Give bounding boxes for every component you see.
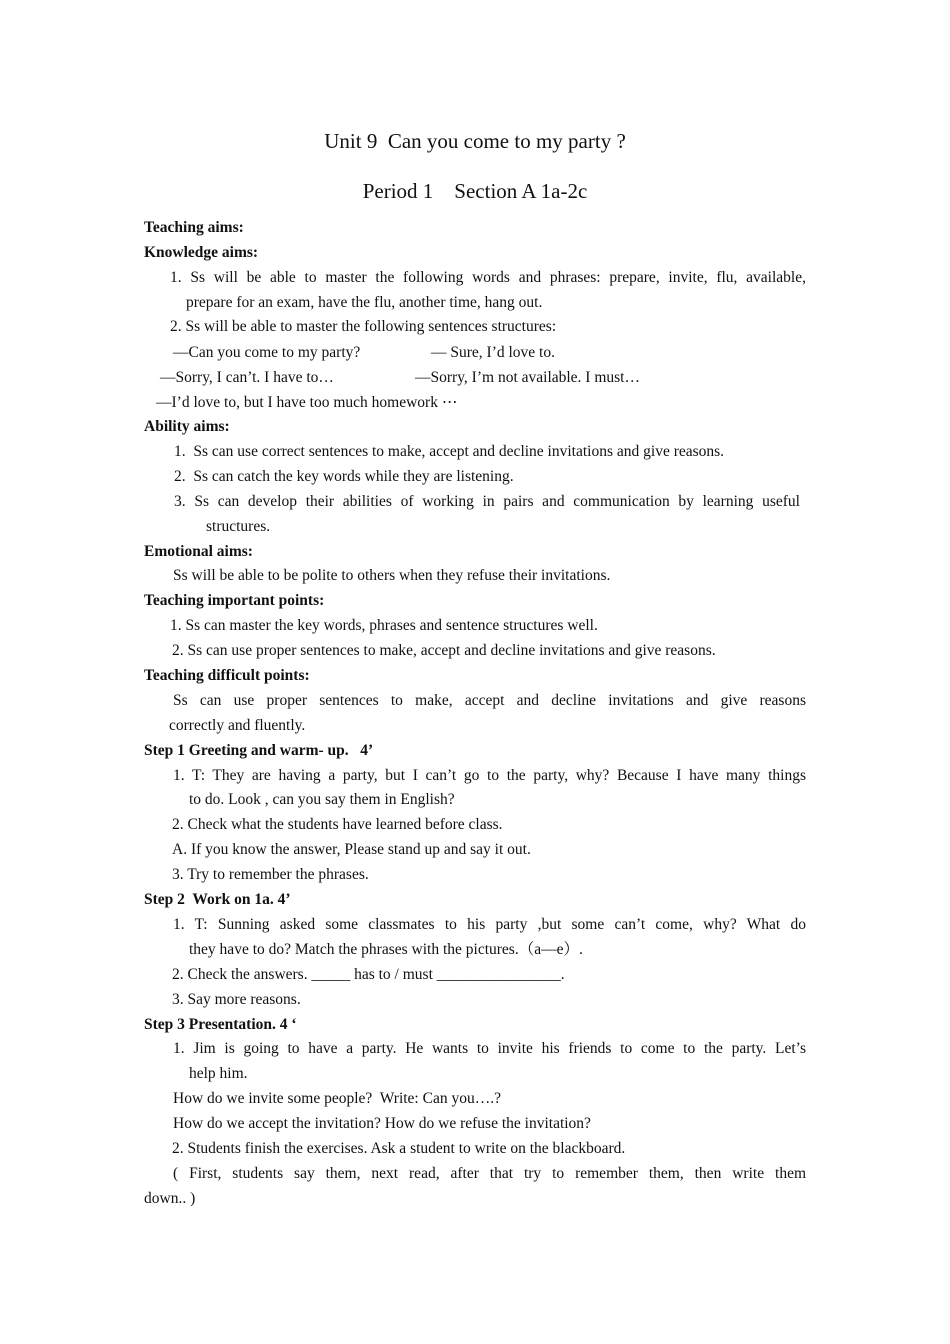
ability-item-1: 1. Ss can use correct sentences to make, accept and decline invitations and give reasons. [174, 443, 725, 460]
dialogue-line-3: —I’d love to, but I have too much homework ⋯ [156, 394, 458, 411]
important-item-2: 2. Ss can use proper sentences to make, accept and decline invitations and give reasons. [172, 642, 716, 659]
step3-note-line-2: down.. ) [144, 1190, 196, 1207]
difficult-points-heading: Teaching difficult points: [144, 667, 310, 684]
step1-item-a: A. If you know the answer, Please stand up and say it out. [172, 841, 531, 858]
step2-item-3: 3. Say more reasons. [172, 991, 301, 1008]
knowledge-item-1-line-2: prepare for an exam, have the flu, another time, hang out. [186, 294, 543, 311]
emotional-aims-heading: Emotional aims: [144, 543, 253, 560]
step1-item-3: 3. Try to remember the phrases. [172, 866, 369, 883]
important-points-heading: Teaching important points: [144, 592, 325, 609]
page-title: Unit 9 Can you come to my party ? [324, 129, 626, 153]
step3-item-2: 2. Students finish the exercises. Ask a student to write on the blackboard. [172, 1140, 626, 1157]
important-item-1: 1. Ss can master the key words, phrases and sentence structures well. [170, 617, 598, 634]
step3-heading: Step 3 Presentation. 4 ‘ [144, 1016, 297, 1033]
step1-item-1-line-1: 1. T: They are having a party, but I can’t go to the party, why? Because I have many things [173, 767, 806, 784]
difficult-points-line-1: Ss can use proper sentences to make, accept and decline invitations and give reasons [173, 692, 806, 709]
knowledge-aims-heading: Knowledge aims: [144, 244, 259, 261]
knowledge-item-2: 2. Ss will be able to master the following sentences structures: [170, 318, 557, 335]
step3-item-1-line-1: 1. Jim is going to have a party. He wants to invite his friends to come to the party. Let’s [173, 1040, 806, 1057]
step2-item-1-line-2: they have to do? Match the phrases with the pictures.（a—e）. [189, 941, 583, 958]
knowledge-item-1-line-1: 1. Ss will be able to master the following words and phrases: prepare, invite, flu, available, [170, 269, 806, 286]
step1-item-2: 2. Check what the students have learned before class. [172, 816, 503, 833]
step1-heading: Step 1 Greeting and warm- up. 4’ [144, 742, 374, 759]
dialogue-line-2b: —Sorry, I’m not available. I must… [415, 369, 640, 386]
teaching-aims-heading: Teaching aims: [144, 219, 244, 236]
step1-item-1-line-2: to do. Look , can you say them in English? [189, 791, 455, 808]
page-subtitle: Period 1 Section A 1a-2c [362, 179, 588, 203]
step3-question-1: How do we invite some people? Write: Can you….? [173, 1090, 501, 1107]
step2-item-2: 2. Check the answers. _____ has to / must ________________. [172, 966, 565, 983]
step3-question-2: How do we accept the invitation? How do we refuse the invitation? [173, 1115, 591, 1132]
step2-heading: Step 2 Work on 1a. 4’ [144, 891, 291, 908]
ability-aims-heading: Ability aims: [144, 418, 230, 435]
ability-item-3-line-1: 3. Ss can develop their abilities of working in pairs and communication by learning useful [174, 493, 800, 510]
ability-item-3-line-2: structures. [206, 518, 271, 535]
step3-item-1-line-2: help him. [189, 1065, 248, 1082]
emotional-aims-text: Ss will be able to be polite to others when they refuse their invitations. [173, 567, 611, 584]
step2-item-1-line-1: 1. T: Sunning asked some classmates to his party ,but some can’t come, why? What do [173, 916, 806, 933]
step3-note-line-1: ( First, students say them, next read, after that try to remember them, then write them [173, 1165, 806, 1182]
difficult-points-line-2: correctly and fluently. [169, 717, 306, 734]
dialogue-line-1b: — Sure, I’d love to. [431, 344, 555, 361]
dialogue-line-2a: —Sorry, I can’t. I have to… [160, 369, 334, 386]
ability-item-2: 2. Ss can catch the key words while they are listening. [174, 468, 514, 485]
dialogue-line-1a: —Can you come to my party? [173, 344, 361, 361]
